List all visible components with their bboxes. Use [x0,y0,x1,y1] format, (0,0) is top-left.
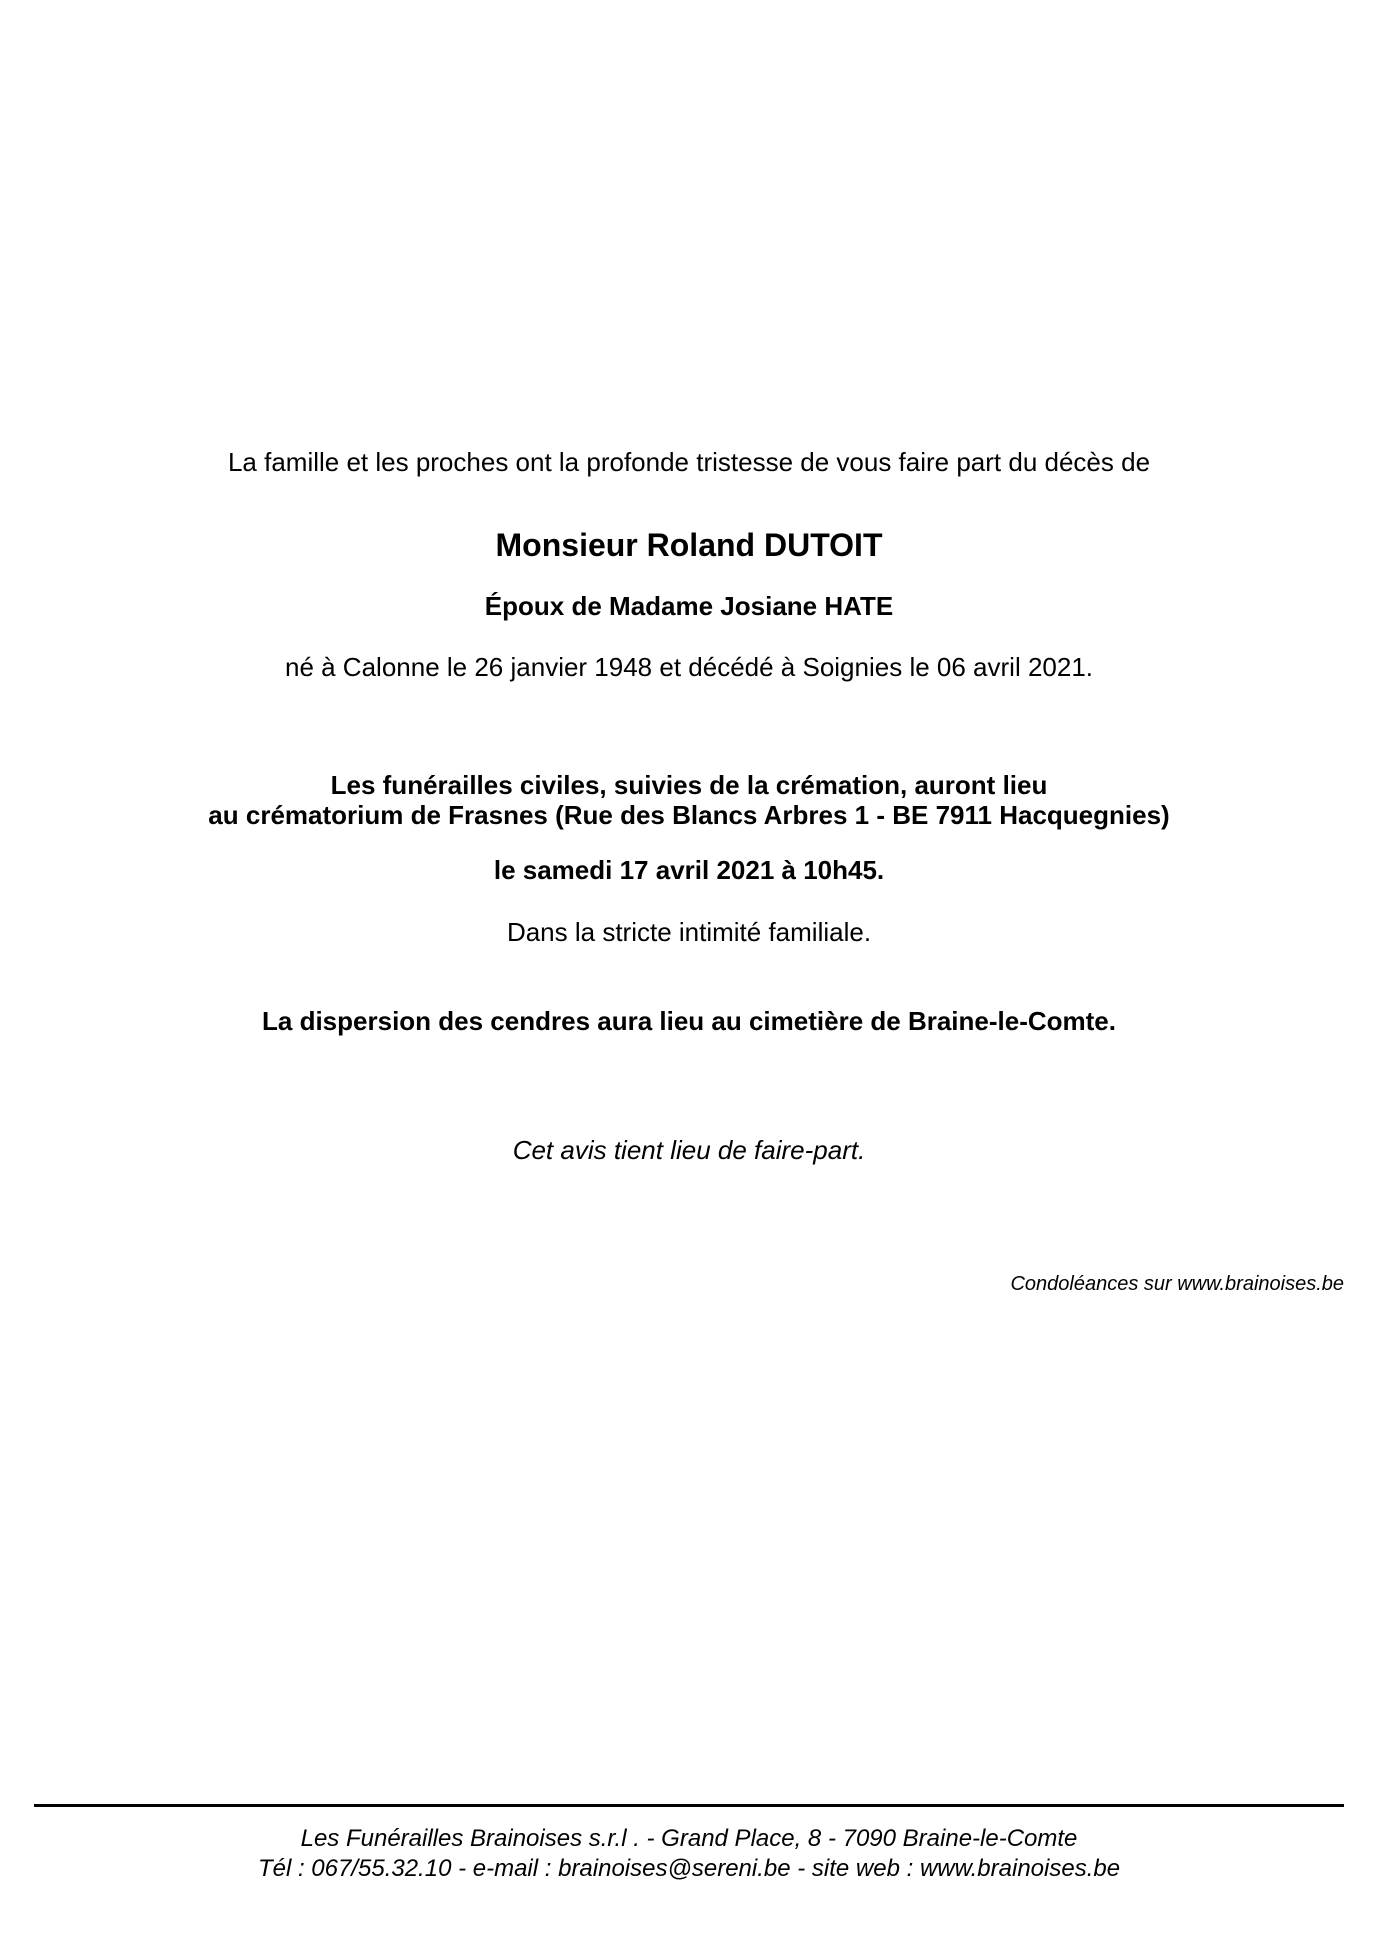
condolences-link[interactable]: Condoléances sur www.brainoises.be [1010,1273,1344,1295]
privacy-note: Dans la stricte intimité familiale. [506,917,872,947]
ceremony-line-2: au crématorium de Frasnes (Rue des Blancs Arbres 1 - BE 7911 Hacquegnies) [208,800,1170,830]
footer-contact: Tél : 067/55.32.10 - e-mail : brainoises@sereni.be - site web : www.brainoises.be [257,1855,1121,1882]
birth-death-dates: né à Calonne le 26 janvier 1948 et décédé à Soignies le 06 avril 2021. [284,652,1094,682]
ceremony-line-1: Les funérailles civiles, suivies de la crémation, auront lieu [330,770,1048,800]
spouse-line: Époux de Madame Josiane HATE [484,591,894,621]
deceased-name: Monsieur Roland DUTOIT [495,527,883,563]
notice-statement: Cet avis tient lieu de faire-part. [512,1135,866,1165]
ashes-dispersion: La dispersion des cendres aura lieu au cimetière de Braine-le-Comte. [262,1006,1116,1036]
intro-text: La famille et les proches ont la profonde tristesse de vous faire part du décès de [227,447,1151,477]
footer-address: Les Funérailles Brainoises s.r.l . - Grand Place, 8 - 7090 Braine-le-Comte [300,1825,1078,1852]
ceremony-datetime: le samedi 17 avril 2021 à 10h45. [493,855,885,885]
footer-divider [34,1804,1344,1807]
